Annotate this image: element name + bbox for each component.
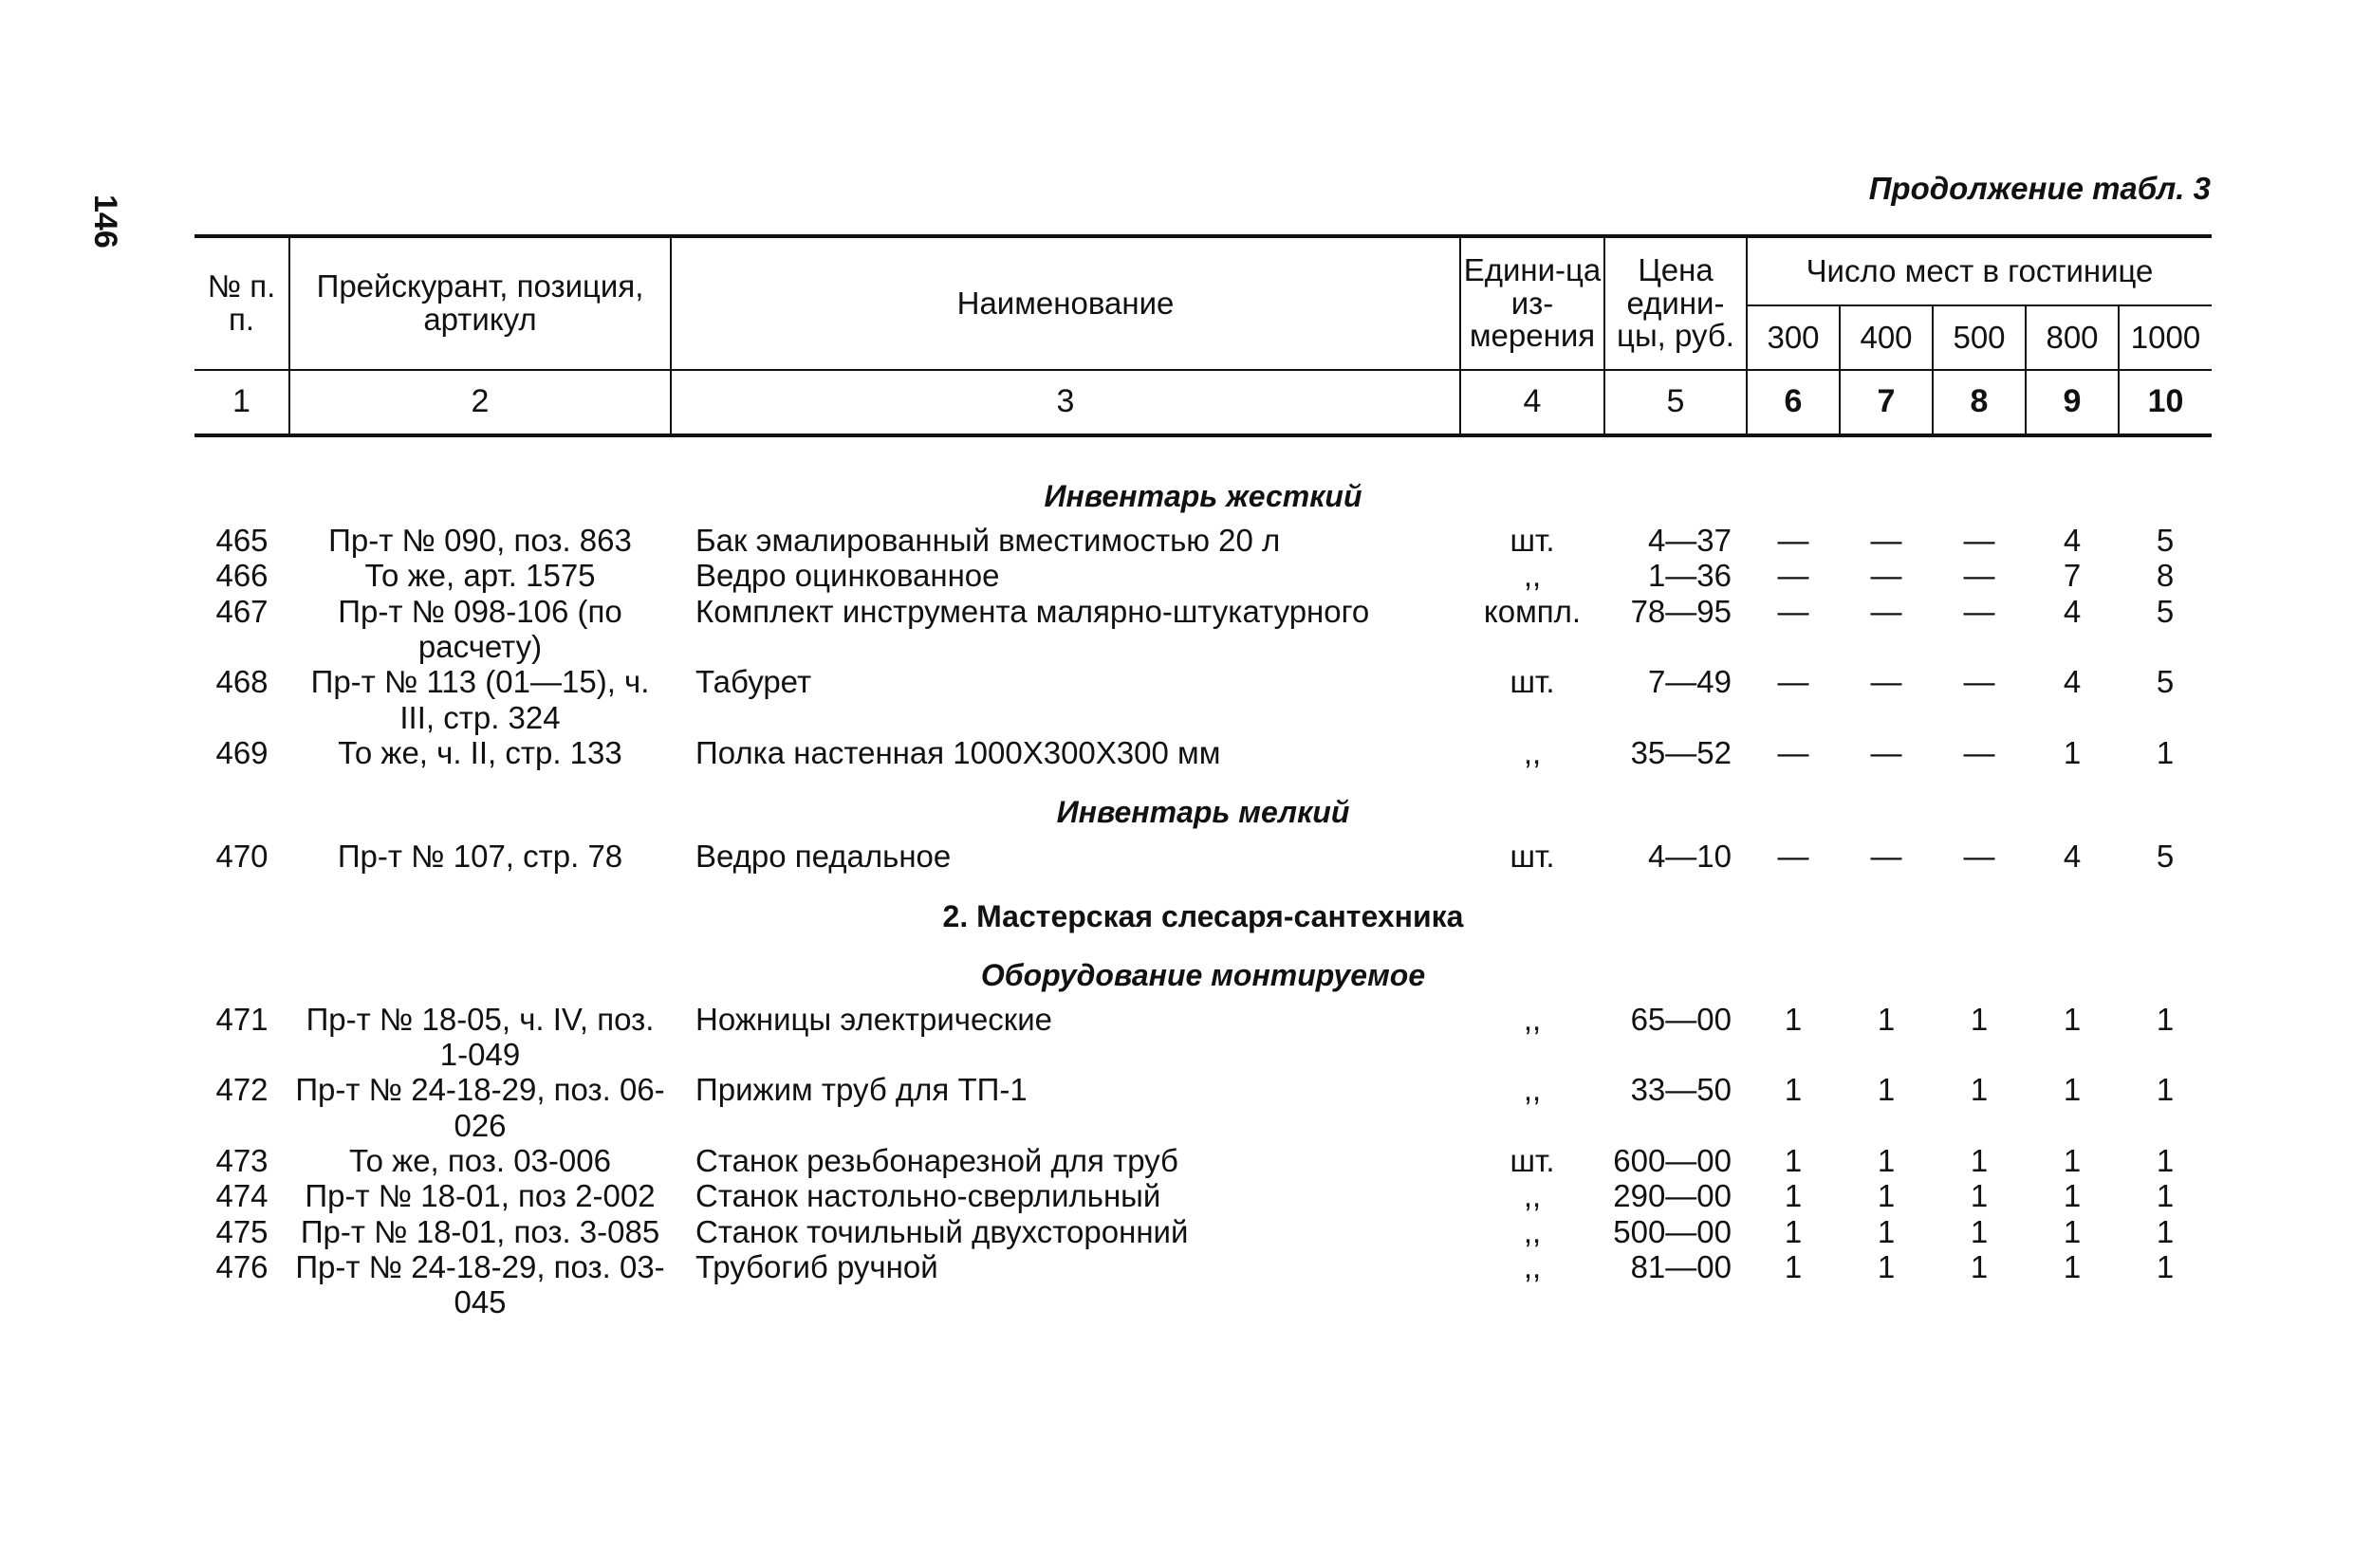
table-row [195,1249,2212,1320]
row-name: Бак эмалированный вместимостью 20 л [695,523,1281,559]
row-name: Трубогиб ручной [695,1248,938,1284]
row-qty-500: 1 [1970,1143,1989,1178]
row-qty-800: 1 [2063,734,2082,770]
row-price: 1—36 [1647,558,1732,594]
row-price-list: Пр-т № 18-05, ч. IV, поз. 1-049 [306,1001,655,1073]
equipment-table [195,234,2212,1319]
header-seats-group: Число мест в гостинице [1747,236,2212,305]
row-name: Табурет [695,664,812,700]
row-qty-400: — [1870,558,1902,594]
row-price: 78—95 [1630,593,1732,629]
row-name: Станок настольно-сверлильный [695,1178,1161,1214]
row-qty-800: 1 [2063,1072,2082,1108]
row-qty-400: — [1870,734,1902,770]
table-continuation-caption: Продолжение табл. 3 [1868,171,2211,206]
row-qty-800: 4 [2063,523,2082,559]
table-row [195,1178,2212,1213]
column-number: 4 [1460,370,1604,435]
header-seats-1000: 1000 [2119,305,2212,370]
row-qty-400: 1 [1877,1001,1896,1037]
row-qty-1000: 5 [2156,593,2175,629]
row-qty-500: 1 [1970,1072,1989,1108]
row-unit: компл. [1483,593,1582,629]
row-qty-500: 1 [1970,1213,1989,1249]
row-qty-500: 1 [1970,1001,1989,1037]
row-name: Комплект инструмента малярно-штукатурного [695,593,1370,629]
table-row [195,558,2212,593]
column-number: 10 [2119,370,2212,435]
row-name: Ведро оцинкованное [695,558,1000,594]
row-unit: ,, [1523,1213,1542,1249]
row-number: 466 [215,558,269,594]
row-qty-500: 1 [1970,1178,1989,1214]
row-number: 469 [215,734,269,770]
row-price-list: Пр-т № 24-18-29, поз. 03-045 [295,1248,665,1320]
row-price: 290—00 [1613,1178,1732,1214]
row-qty-800: 7 [2063,558,2082,594]
row-qty-1000: 5 [2156,839,2175,875]
header-price-list: Прейскурант, позиция, артикул [289,236,671,370]
row-qty-500: — [1963,664,1995,700]
row-price-list: То же, арт. 1575 [364,558,596,594]
table-row [195,839,2212,874]
row-qty-1000: 5 [2156,523,2175,559]
row-price: 33—50 [1630,1072,1732,1108]
table-row [195,1214,2212,1249]
row-price: 600—00 [1613,1143,1732,1178]
header-price: Цена едини-цы, руб. [1604,236,1747,370]
row-qty-400: 1 [1877,1178,1896,1214]
column-number: 6 [1747,370,1840,435]
section-title: Инвентарь жесткий [1044,479,1362,513]
row-qty-800: 1 [2063,1001,2082,1037]
table-row [195,1143,2212,1178]
row-name: Ножницы электрические [695,1001,1053,1037]
row-unit: ,, [1523,1178,1542,1214]
row-price-list: Пр-т № 24-18-29, поз. 06-026 [295,1072,665,1143]
header-seats-800: 800 [2026,305,2119,370]
row-unit: ,, [1523,558,1542,594]
row-number: 471 [215,1001,269,1037]
row-qty-300: 1 [1784,1072,1803,1108]
header-seats-500: 500 [1933,305,2026,370]
row-number: 468 [215,664,269,700]
row-price-list: Пр-т № 107, стр. 78 [337,839,623,875]
row-qty-1000: 5 [2156,664,2175,700]
row-qty-400: — [1870,664,1902,700]
row-unit: ,, [1523,1072,1542,1108]
row-qty-800: 1 [2063,1213,2082,1249]
row-price: 7—49 [1647,664,1732,700]
row-price-list: Пр-т № 090, поз. 863 [328,523,632,559]
row-qty-300: — [1777,664,1809,700]
row-qty-1000: 1 [2156,1143,2175,1178]
row-unit: ,, [1523,734,1542,770]
row-number: 475 [215,1213,269,1249]
row-qty-300: 1 [1784,1001,1803,1037]
row-qty-400: 1 [1877,1072,1896,1108]
row-qty-300: — [1777,839,1809,875]
table-row [195,735,2212,770]
row-qty-300: 1 [1784,1248,1803,1284]
row-number: 474 [215,1178,269,1214]
row-qty-400: 1 [1877,1213,1896,1249]
row-name: Станок резьбонарезной для труб [695,1143,1178,1178]
row-unit: ,, [1523,1001,1542,1037]
row-qty-800: 1 [2063,1248,2082,1284]
row-qty-500: 1 [1970,1248,1989,1284]
row-number: 465 [215,523,269,559]
header-unit: Едини-ца из-мерения [1460,236,1604,370]
row-qty-500: — [1963,523,1995,559]
row-qty-300: 1 [1784,1213,1803,1249]
row-price: 500—00 [1613,1213,1732,1249]
row-qty-300: — [1777,734,1809,770]
row-qty-300: 1 [1784,1143,1803,1178]
row-qty-1000: 1 [2156,1178,2175,1214]
row-price: 65—00 [1630,1001,1732,1037]
row-price: 4—10 [1647,839,1732,875]
column-number: 5 [1604,370,1747,435]
row-name: Полка настенная 1000Х300Х300 мм [695,734,1221,770]
row-unit: шт. [1510,839,1555,875]
table-row [195,1072,2212,1143]
row-qty-800: 4 [2063,839,2082,875]
row-qty-400: 1 [1877,1143,1896,1178]
row-qty-800: 1 [2063,1178,2082,1214]
header-seats-300: 300 [1747,305,1840,370]
row-number: 473 [215,1143,269,1178]
row-qty-400: — [1870,839,1902,875]
row-unit: шт. [1510,664,1555,700]
row-name: Ведро педальное [695,839,952,875]
row-price-list: Пр-т № 113 (01—15), ч. III, стр. 324 [310,664,650,735]
row-qty-500: — [1963,558,1995,594]
row-qty-500: — [1963,734,1995,770]
row-qty-500: — [1963,593,1995,629]
row-number: 476 [215,1248,269,1284]
row-qty-800: 1 [2063,1143,2082,1178]
row-unit: шт. [1510,1143,1555,1178]
row-price: 35—52 [1630,734,1732,770]
row-qty-400: — [1870,523,1902,559]
row-qty-1000: 8 [2156,558,2175,594]
row-price-list: То же, ч. II, стр. 133 [338,734,622,770]
row-qty-1000: 1 [2156,1248,2175,1284]
header-row-number: № п. п. [195,236,289,370]
row-price: 4—37 [1647,523,1732,559]
header-seats-400: 400 [1840,305,1933,370]
row-qty-300: 1 [1784,1178,1803,1214]
row-qty-300: — [1777,523,1809,559]
row-price-list: Пр-т № 18-01, поз. 3-085 [300,1213,660,1249]
row-name: Прижим труб для ТП-1 [695,1072,1028,1108]
row-qty-400: — [1870,593,1902,629]
row-price-list: Пр-т № 098-106 (по расчету) [338,593,622,664]
row-qty-300: — [1777,558,1809,594]
column-number: 3 [671,370,1460,435]
table-row [195,664,2212,735]
row-qty-400: 1 [1877,1248,1896,1284]
section-title: Оборудование монтируемое [980,957,1426,992]
row-unit: ,, [1523,1248,1542,1284]
row-price-list: То же, поз. 03-006 [349,1143,611,1178]
section-heading: 2. Мастерская слесаря-сантехника [942,898,1464,933]
table-header [195,236,2212,435]
row-unit: шт. [1510,523,1555,559]
row-price: 81—00 [1630,1248,1732,1284]
column-number: 9 [2026,370,2119,435]
row-qty-1000: 1 [2156,1001,2175,1037]
section-title: Инвентарь мелкий [1056,795,1350,830]
table-row [195,1002,2212,1073]
table-row [195,523,2212,558]
row-qty-1000: 1 [2156,734,2175,770]
column-number: 1 [195,370,289,435]
page-number: 146 [87,194,123,249]
row-qty-1000: 1 [2156,1072,2175,1108]
row-name: Станок точильный двухсторонний [695,1213,1189,1249]
row-number: 470 [215,839,269,875]
row-qty-300: — [1777,593,1809,629]
column-number: 8 [1933,370,2026,435]
row-number: 467 [215,593,269,629]
table-row [195,594,2212,665]
header-name: Наименование [671,236,1460,370]
table-body [195,435,2212,1319]
row-qty-800: 4 [2063,664,2082,700]
row-number: 472 [215,1072,269,1108]
row-qty-1000: 1 [2156,1213,2175,1249]
row-qty-800: 4 [2063,593,2082,629]
row-qty-500: — [1963,839,1995,875]
column-number: 7 [1840,370,1933,435]
row-price-list: Пр-т № 18-01, поз 2-002 [305,1178,656,1214]
column-number: 2 [289,370,671,435]
